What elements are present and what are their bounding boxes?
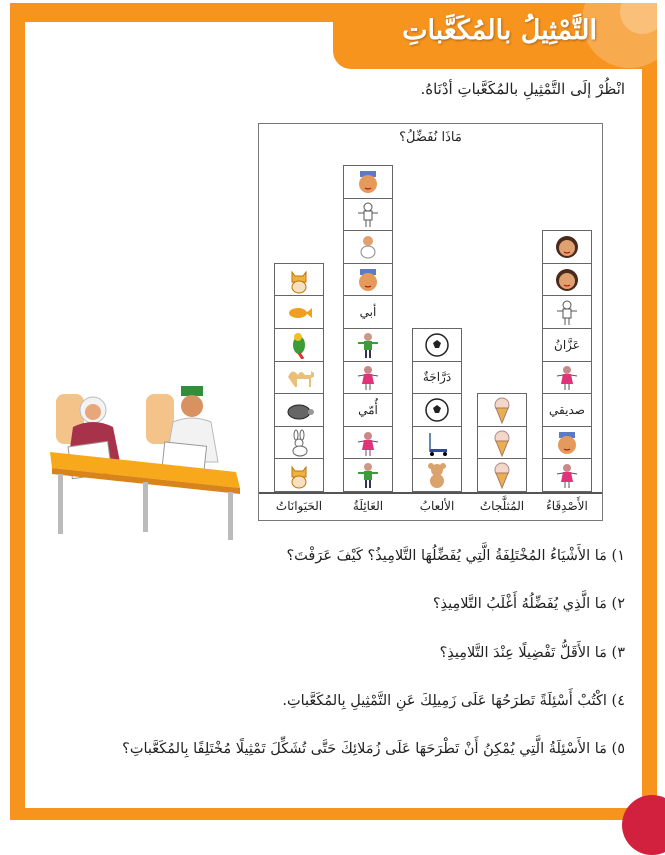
cube-label: دَرَّاجَةٌ	[412, 361, 462, 395]
ice-cream-icon	[487, 396, 517, 424]
cube	[274, 328, 324, 362]
cat-icon	[284, 266, 314, 294]
girl-icon	[552, 461, 582, 489]
rabbit-icon	[284, 429, 314, 457]
cube	[343, 458, 393, 492]
category-label: الألعابُ	[419, 499, 455, 513]
girl-icon	[552, 363, 582, 391]
title-banner	[333, 3, 657, 69]
cube	[343, 165, 393, 199]
baby-icon	[353, 233, 383, 261]
cat-icon	[284, 461, 314, 489]
cube	[542, 458, 592, 492]
intro-text: انْظُرْ إلَى التَّمْثِيلِ بالمُكَعَّباتِ أدْنَاهُ.	[420, 80, 625, 98]
bar-column	[477, 394, 527, 492]
man-icon	[353, 331, 383, 359]
page-number-badge	[622, 795, 665, 855]
cube	[274, 263, 324, 297]
ball-icon	[422, 396, 452, 424]
category-label: العَائِلَةُ	[352, 499, 384, 513]
page-frame-bottom	[10, 808, 657, 820]
cube	[343, 230, 393, 264]
boy-cap-icon	[353, 168, 383, 196]
cube	[274, 426, 324, 460]
cube	[477, 393, 527, 427]
cube	[274, 393, 324, 427]
question-4: ٤) اكْتُبْ أَسْئِلَةً تَطرَحُهَا عَلَى زَمِيلِكَ عَنِ التَّمْثِيلِ بِالمُكَعَّباتِ.	[282, 693, 625, 709]
cube	[477, 426, 527, 460]
cube	[343, 198, 393, 232]
question-5: ٥) مَا الأَسْئِلَةُ الَّتِي يُمْكِنُ أَنْ تَطْرَحَهَا عَلَى زُمَلائِكَ حَتَّى تُشَكِّلَ تَمْثِيلًا مُخْتَلِفًا بِالمُكَعَّباتِ؟	[122, 741, 625, 757]
parrot-icon	[284, 331, 314, 359]
cube	[412, 426, 462, 460]
cube	[343, 263, 393, 297]
cube	[542, 295, 592, 329]
boy-icon	[552, 298, 582, 326]
scooter-icon	[422, 429, 452, 457]
girl-face-icon	[552, 233, 582, 261]
cube	[274, 295, 324, 329]
boy-cap-icon	[353, 266, 383, 294]
cube	[343, 361, 393, 395]
question-2: ٢) مَا الَّذِي يُفَضِّلُهُ أَغْلَبُ التَّلامِيذِ؟	[432, 596, 625, 612]
cube-label: أبي	[343, 295, 393, 329]
page-title: التَّمْثِيلُ بالمُكَعَّباتِ	[402, 15, 597, 46]
question-1: ١) مَا الأَشْيَاءُ المُخْتَلِفَةُ الَّتِي يُفَضِّلُهَا التَّلامِيذُ؟ كَيْفَ عَرَفْتَ؟	[286, 548, 625, 564]
page-edge	[657, 0, 665, 820]
page-frame-left	[10, 3, 25, 808]
fish-icon	[284, 298, 314, 326]
cube-label: أُمّي	[343, 393, 393, 427]
chart-title: مَاذَا نُفَضِّلُ؟	[399, 130, 462, 145]
chart-baseline	[259, 492, 602, 494]
question-3: ٣) مَا الأَقَلُّ تَفْضِيلًا عِنْدَ التَّلامِيذِ؟	[439, 645, 625, 661]
boy-cap-icon	[552, 429, 582, 457]
cube	[343, 426, 393, 460]
bar-column	[412, 329, 462, 492]
cube	[343, 328, 393, 362]
boy-icon	[353, 200, 383, 228]
category-label: الحَيَوانَاتُ	[275, 499, 323, 513]
cube-label: عَزَّانُ	[542, 328, 592, 362]
cube	[542, 361, 592, 395]
cube	[412, 458, 462, 492]
cube	[412, 393, 462, 427]
cube	[542, 263, 592, 297]
girl-icon	[353, 429, 383, 457]
ice-cream-icon	[487, 429, 517, 457]
category-label: المُثلَّجاتُ	[479, 499, 525, 513]
turtle-icon	[284, 396, 314, 424]
page-frame-right	[642, 3, 657, 808]
man-icon	[353, 461, 383, 489]
teddy-bear-icon	[422, 461, 452, 489]
bar-column	[343, 166, 393, 492]
girl-icon	[353, 363, 383, 391]
pictograph-chart	[258, 123, 603, 521]
cube	[477, 458, 527, 492]
ball-icon	[422, 331, 452, 359]
cube	[412, 328, 462, 362]
cube	[274, 458, 324, 492]
girl-face-icon	[552, 266, 582, 294]
cube-label: صديقي	[542, 393, 592, 427]
category-label: الأَصْدِقَاءُ	[546, 499, 588, 513]
camel-icon	[284, 363, 314, 391]
cube	[274, 361, 324, 395]
bar-column	[274, 264, 324, 492]
cube	[542, 426, 592, 460]
children-drawing-illustration	[48, 382, 243, 542]
ice-cream-icon	[487, 461, 517, 489]
cube	[542, 230, 592, 264]
bar-column	[542, 231, 592, 492]
